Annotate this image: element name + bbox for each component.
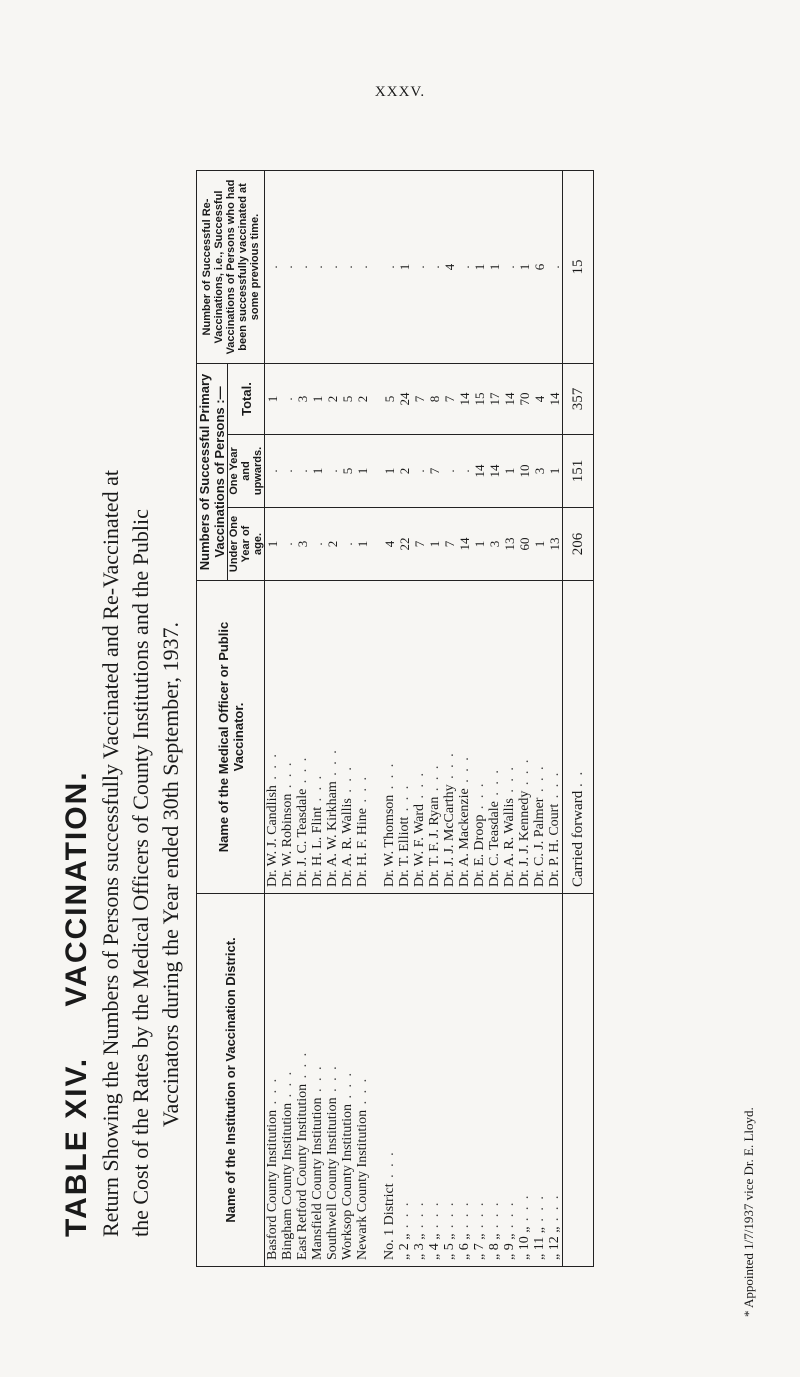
cell-revaccinations: . bbox=[355, 171, 370, 364]
cell-revaccinations: . bbox=[457, 171, 472, 364]
cell-institution: „ 2 „ . . . bbox=[397, 894, 412, 1267]
leader-dots: . . . bbox=[532, 1194, 547, 1228]
cell-revaccinations: . bbox=[340, 171, 355, 364]
cell-total: 14 bbox=[457, 364, 472, 435]
leader-dots: . . . bbox=[412, 1200, 427, 1234]
cell-total: 5 bbox=[340, 364, 355, 435]
cell-revaccinations: . bbox=[325, 171, 340, 364]
cell-institution: Southwell County Institution . . . bbox=[325, 894, 340, 1267]
cell-total: 1 bbox=[265, 364, 281, 435]
table-row bbox=[397, 171, 412, 1267]
cell-revaccinations: 1 bbox=[517, 171, 532, 364]
cell-officer: Dr. W. Robinson . . . bbox=[280, 581, 295, 894]
table-heading: VACCINATION. bbox=[60, 770, 93, 1007]
cell-officer: Dr. C. Teasdale . . . bbox=[487, 581, 502, 894]
cell-total: 7 bbox=[412, 364, 427, 435]
leader-dots: . . . bbox=[547, 1193, 562, 1227]
cell-under-one: 14 bbox=[457, 508, 472, 581]
header-under-one: Under One Year of age. bbox=[228, 508, 265, 581]
cell-one-upwards: 1 bbox=[382, 435, 397, 508]
table-row bbox=[265, 171, 281, 1267]
cell-revaccinations: 4 bbox=[442, 171, 457, 364]
cell-revaccinations: 1 bbox=[472, 171, 487, 364]
leader-dots: . . . bbox=[517, 757, 532, 791]
leader-dots: . . . bbox=[340, 1071, 355, 1104]
cell-under-one: 60 bbox=[517, 508, 532, 581]
cell-total: 3 bbox=[295, 364, 310, 435]
leader-dots: . . . bbox=[397, 783, 412, 817]
leader-dots: . . . bbox=[457, 755, 472, 789]
cell-institution: „ 5 „ . . . bbox=[442, 894, 457, 1267]
institution-rows bbox=[265, 171, 371, 1267]
cell-one-upwards: . bbox=[412, 435, 427, 508]
leader-dots: . . . bbox=[340, 765, 355, 799]
cell-revaccinations: . bbox=[280, 171, 295, 364]
footnote: * Appointed 1/7/1937 vice Dr. E. Lloyd. bbox=[741, 1107, 756, 1317]
cell-institution: „ 10 „ . . . bbox=[517, 894, 532, 1267]
cell-under-one: 2 bbox=[325, 508, 340, 581]
leader-dots: . . . bbox=[325, 1064, 340, 1098]
cell-under-one: 13 bbox=[547, 508, 563, 581]
cell-one-upwards: 3 bbox=[532, 435, 547, 508]
cell-total: 17 bbox=[487, 364, 502, 435]
cell-one-upwards: 1 bbox=[310, 435, 325, 508]
cell-total: 5 bbox=[382, 364, 397, 435]
cell-under-one: 22 bbox=[397, 508, 412, 581]
carried-revacc: 15 bbox=[563, 171, 594, 364]
table-row bbox=[280, 171, 295, 1267]
cell-institution: Mansfield County Institution . . . bbox=[310, 894, 325, 1267]
cell-under-one: 1 bbox=[472, 508, 487, 581]
cell-officer: Dr. H. F. Hine . . . bbox=[355, 581, 370, 894]
cell-one-upwards: . bbox=[265, 435, 281, 508]
cell-institution: „ 4 „ . . . bbox=[427, 894, 442, 1267]
cell-one-upwards: 14 bbox=[487, 435, 502, 508]
cell-officer: Dr. A. Mackenzie . . . bbox=[457, 581, 472, 894]
cell-under-one: 13 bbox=[502, 508, 517, 581]
cell-one-upwards: . bbox=[457, 435, 472, 508]
cell-institution: „ 9 „ . . . bbox=[502, 894, 517, 1267]
leader-dots: . . . bbox=[547, 770, 562, 804]
cell-revaccinations: 1 bbox=[397, 171, 412, 364]
table-row bbox=[310, 171, 325, 1267]
caption-line-2: the Cost of the Rates by the Medical Officers of County Institutions and the Public bbox=[128, 509, 153, 1237]
leader-dots: . . . bbox=[310, 1064, 325, 1098]
leader-dots: . . . bbox=[412, 770, 427, 804]
cell-institution: East Retford County Institution . . . bbox=[295, 894, 310, 1267]
leader-dots: . . . bbox=[502, 1200, 517, 1234]
cell-total: 70 bbox=[517, 364, 532, 435]
cell-one-upwards: . bbox=[325, 435, 340, 508]
cell-under-one: 4 bbox=[382, 508, 397, 581]
district-rows bbox=[382, 171, 563, 1267]
cell-revaccinations: . bbox=[310, 171, 325, 364]
cell-under-one: . bbox=[340, 508, 355, 581]
cell-revaccinations: . bbox=[265, 171, 281, 364]
carried-up: 151 bbox=[563, 435, 594, 508]
cell-one-upwards: 2 bbox=[397, 435, 412, 508]
leader-dots: . . . bbox=[295, 755, 310, 789]
cell-one-upwards: . bbox=[280, 435, 295, 508]
cell-revaccinations: . bbox=[502, 171, 517, 364]
cell-total: 15 bbox=[472, 364, 487, 435]
cell-under-one: 1 bbox=[532, 508, 547, 581]
cell-officer: Dr. H. L. Flint . . . bbox=[310, 581, 325, 894]
leader-dots: . . . bbox=[382, 761, 397, 795]
cell-officer: Dr. J. J. Kennedy . . . bbox=[517, 581, 532, 894]
cell-institution: „ 3 „ . . . bbox=[412, 894, 427, 1267]
header-officer: Name of the Medical Officer or Public Vaccinator. bbox=[197, 581, 265, 894]
cell-officer: Dr. J. C. Teasdale . . . bbox=[295, 581, 310, 894]
carried-forward bbox=[563, 171, 594, 1267]
cell-institution: „ 11 „ . . . bbox=[532, 894, 547, 1267]
cell-officer: Dr. C. J. Palmer . . . bbox=[532, 581, 547, 894]
cell-one-upwards: 7 bbox=[427, 435, 442, 508]
leader-dots: . . . bbox=[472, 781, 487, 815]
caption-line-3: Vaccinators during the Year ended 30th September, 1937. bbox=[158, 621, 183, 1127]
leader-dots: . . . bbox=[355, 1076, 370, 1110]
cell-revaccinations: . bbox=[382, 171, 397, 364]
cell-officer: Dr. W. J. Candlish . . . bbox=[265, 581, 281, 894]
leader-dots: . . . bbox=[427, 763, 442, 797]
cell-revaccinations: . bbox=[412, 171, 427, 364]
cell-revaccinations: 6 bbox=[532, 171, 547, 364]
leader-dots: . . . bbox=[280, 760, 295, 794]
header-revaccinations: Number of Successful Re-Vaccinations, i.e., Successful Vaccinations of Persons who had been successfully vaccinated at some previous time. bbox=[197, 171, 265, 364]
leader-dots: . . . bbox=[502, 765, 517, 799]
cell-officer: Dr. E. Droop . . . bbox=[472, 581, 487, 894]
cell-one-upwards: 14 bbox=[472, 435, 487, 508]
leader-dots: . . . bbox=[442, 1200, 457, 1234]
table-row bbox=[517, 171, 532, 1267]
table-row bbox=[547, 171, 563, 1267]
table-title bbox=[60, 770, 94, 1237]
table-row bbox=[472, 171, 487, 1267]
cell-under-one: 1 bbox=[427, 508, 442, 581]
cell-one-upwards: 10 bbox=[517, 435, 532, 508]
cell-revaccinations: 1 bbox=[487, 171, 502, 364]
vaccination-table bbox=[196, 170, 594, 1267]
cell-officer: Dr. T. Elliott . . . bbox=[397, 581, 412, 894]
leader-dots: . . . bbox=[310, 773, 325, 807]
table-number: TABLE XIV. bbox=[60, 1056, 93, 1237]
cell-revaccinations: . bbox=[295, 171, 310, 364]
cell-total: 4 bbox=[532, 364, 547, 435]
spacer bbox=[370, 171, 382, 1267]
cell-total: 24 bbox=[397, 364, 412, 435]
leader-dots: . . . bbox=[265, 752, 280, 786]
cell-officer: Dr. A. R. Wallis . . . bbox=[340, 581, 355, 894]
table-row bbox=[442, 171, 457, 1267]
page-number: XXXV. bbox=[374, 84, 426, 100]
header-institution: Name of the Institution or Vaccination District. bbox=[197, 894, 265, 1267]
table-row bbox=[295, 171, 310, 1267]
cell-under-one: 3 bbox=[295, 508, 310, 581]
cell-institution: „ 12 „ . . . bbox=[547, 894, 563, 1267]
cell-total: 8 bbox=[427, 364, 442, 435]
leader-dots: . . . bbox=[382, 1150, 397, 1184]
leader-dots: . . . bbox=[472, 1200, 487, 1234]
header-primary-group: Numbers of Successful Primary Vaccinations of Persons :— bbox=[197, 364, 228, 581]
table-row bbox=[532, 171, 547, 1267]
header-one-upwards: One Year and upwards. bbox=[228, 435, 265, 508]
leader-dots: . . . bbox=[355, 775, 370, 808]
table-row bbox=[325, 171, 340, 1267]
cell-under-one: . bbox=[280, 508, 295, 581]
cell-institution: „ 6 „ . . . bbox=[457, 894, 472, 1267]
cell-under-one: . bbox=[310, 508, 325, 581]
cell-total: 1 bbox=[310, 364, 325, 435]
cell-one-upwards: 1 bbox=[502, 435, 517, 508]
cell-under-one: 1 bbox=[265, 508, 281, 581]
cell-under-one: 3 bbox=[487, 508, 502, 581]
cell-institution: Bingham County Institution . . . bbox=[280, 894, 295, 1267]
cell-total: 2 bbox=[325, 364, 340, 435]
cell-institution: Newark County Institution . . . bbox=[355, 894, 370, 1267]
cell-one-upwards: . bbox=[295, 435, 310, 508]
table-row bbox=[427, 171, 442, 1267]
table-row bbox=[487, 171, 502, 1267]
table-row bbox=[355, 171, 370, 1267]
cell-revaccinations: . bbox=[547, 171, 563, 364]
table-row bbox=[382, 171, 397, 1267]
cell-officer: Dr. J. J. McCarthy . . . bbox=[442, 581, 457, 894]
cell-one-upwards: 1 bbox=[547, 435, 563, 508]
caption-line-1: Return Showing the Numbers of Persons successfully Vaccinated and Re-Vaccinated at bbox=[98, 470, 123, 1237]
cell-total: 7 bbox=[442, 364, 457, 435]
leader-dots: . . . bbox=[487, 768, 502, 802]
leader-dots: . . . bbox=[427, 1200, 442, 1234]
carried-label: Carried forward . . bbox=[563, 581, 594, 894]
table-row bbox=[457, 171, 472, 1267]
cell-institution: Worksop County Institution . . . bbox=[340, 894, 355, 1267]
cell-one-upwards: 1 bbox=[355, 435, 370, 508]
cell-total: 14 bbox=[502, 364, 517, 435]
cell-under-one: 7 bbox=[412, 508, 427, 581]
cell-institution: No. 1 District . . . bbox=[382, 894, 397, 1267]
leader-dots: . . . bbox=[457, 1200, 472, 1234]
cell-institution: Basford County Institution . . . bbox=[265, 894, 281, 1267]
cell-one-upwards: . bbox=[442, 435, 457, 508]
leader-dots: . . . bbox=[325, 748, 340, 782]
table-row bbox=[502, 171, 517, 1267]
leader-dots: . . . bbox=[280, 1069, 295, 1103]
cell-total: 14 bbox=[547, 364, 563, 435]
leader-dots: . . . bbox=[397, 1200, 412, 1234]
leader-dots: . . . bbox=[265, 1076, 280, 1110]
cell-officer: Dr. W. F. Ward . . . bbox=[412, 581, 427, 894]
cell-institution: „ 8 „ . . . bbox=[487, 894, 502, 1267]
cell-officer: Dr. A. W. Kirkham . . . bbox=[325, 581, 340, 894]
header-total: Total. bbox=[228, 364, 265, 435]
cell-officer: Dr. A. R. Wallis . . . bbox=[502, 581, 517, 894]
cell-total: 2 bbox=[355, 364, 370, 435]
table-row bbox=[340, 171, 355, 1267]
cell-officer: Dr. P. H. Court . . . bbox=[547, 581, 563, 894]
cell-under-one: 7 bbox=[442, 508, 457, 581]
cell-revaccinations: . bbox=[427, 171, 442, 364]
cell-officer: Dr. T. F. J. Ryan . . . bbox=[427, 581, 442, 894]
leader-dots: . . . bbox=[295, 1050, 310, 1084]
cell-officer: Dr. W. Thomson . . . bbox=[382, 581, 397, 894]
cell-under-one: 1 bbox=[355, 508, 370, 581]
cell-institution: „ 7 „ . . . bbox=[472, 894, 487, 1267]
cell-one-upwards: 5 bbox=[340, 435, 355, 508]
carried-total: 357 bbox=[563, 364, 594, 435]
leader-dots: . . . bbox=[487, 1200, 502, 1234]
carried-under: 206 bbox=[563, 508, 594, 581]
leader-dots: . . . bbox=[532, 764, 547, 798]
carried-blank bbox=[563, 894, 594, 1267]
table-row bbox=[412, 171, 427, 1267]
leader-dots: . . . bbox=[442, 751, 457, 785]
leader-dots: . . . bbox=[517, 1193, 532, 1227]
cell-total: . bbox=[280, 364, 295, 435]
